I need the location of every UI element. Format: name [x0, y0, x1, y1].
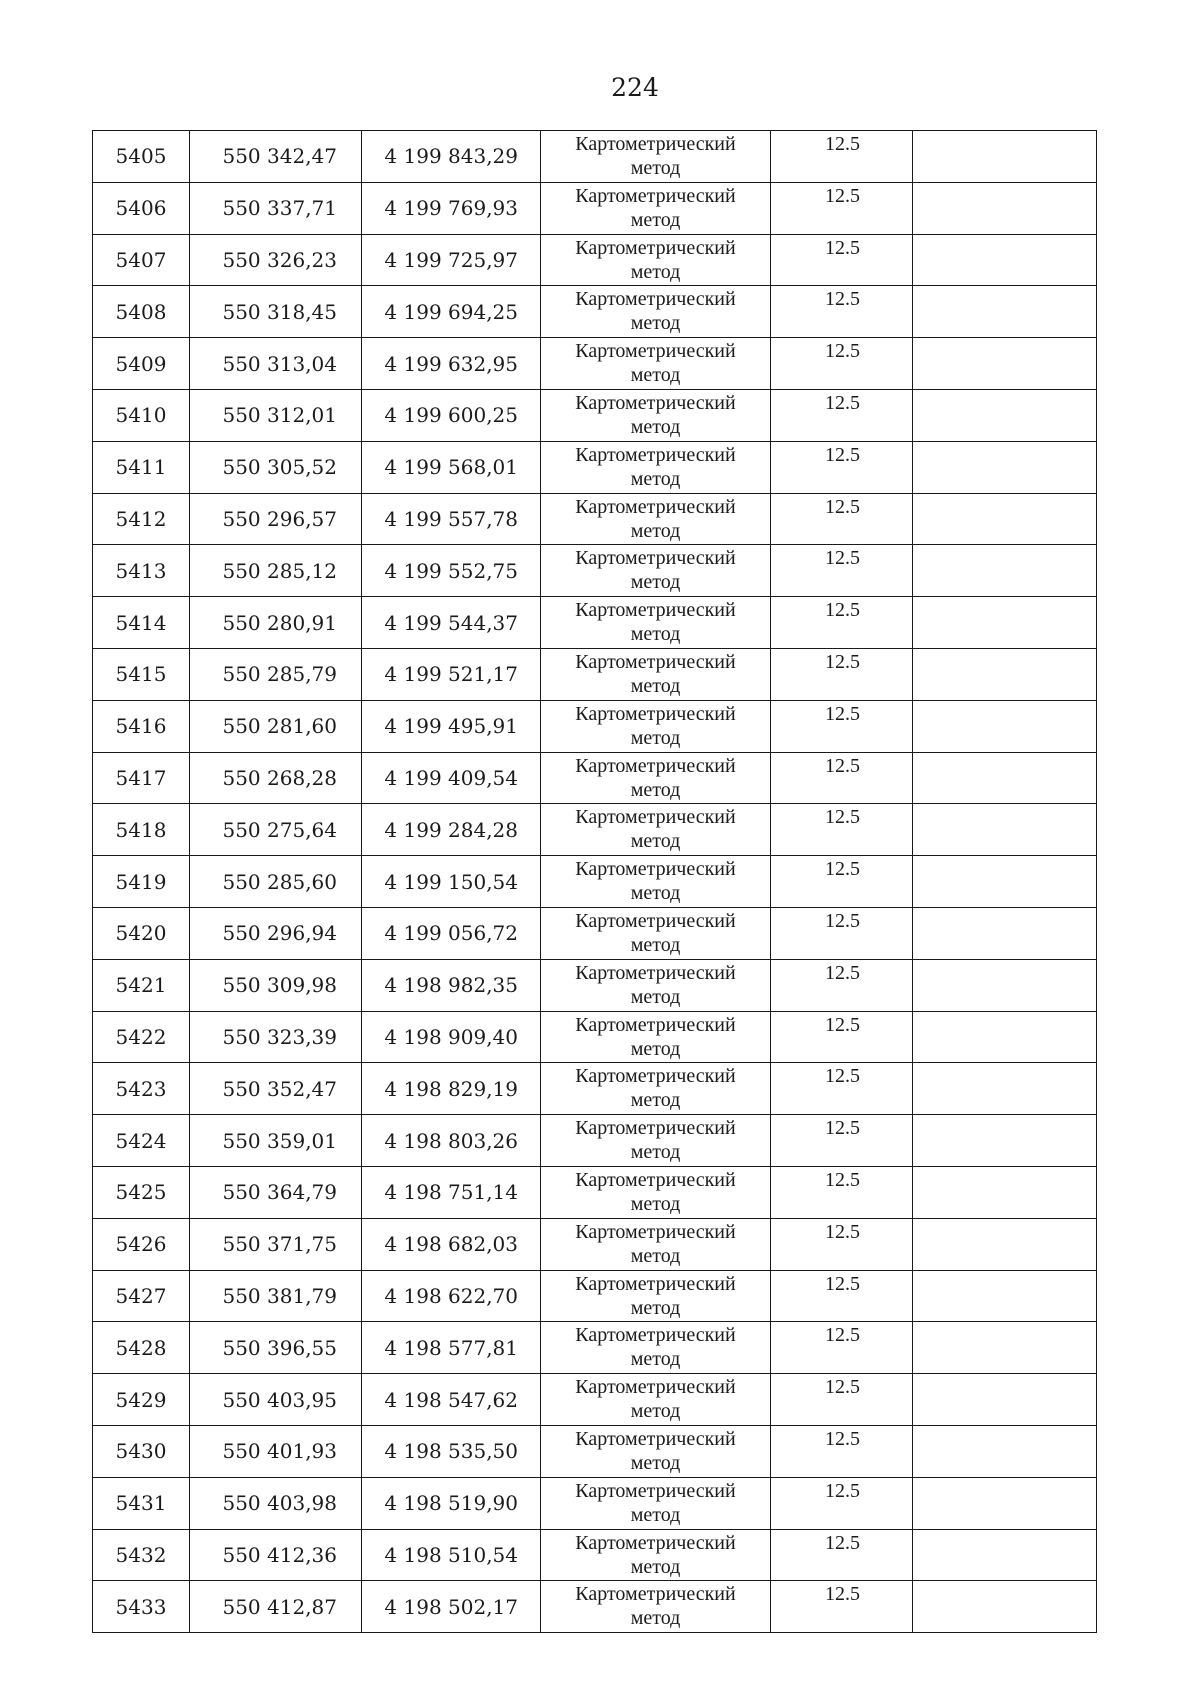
accuracy-cell: 12.5 — [771, 804, 913, 856]
point-number-cell: 5413 — [93, 545, 190, 597]
note-cell — [913, 131, 1097, 183]
y-coordinate-cell: 4 199 769,93 — [362, 182, 541, 234]
y-coordinate-cell: 4 198 535,50 — [362, 1425, 541, 1477]
note-cell — [913, 700, 1097, 752]
point-number-cell: 5405 — [93, 131, 190, 183]
method-text: Картометрический — [575, 1324, 736, 1347]
method-text: метод — [630, 1244, 681, 1267]
table-row — [93, 907, 1097, 959]
accuracy-cell: 12.5 — [771, 1218, 913, 1270]
x-coordinate-cell: 550 342,47 — [190, 131, 362, 183]
point-number-cell: 5407 — [93, 234, 190, 286]
method-cell — [541, 286, 771, 338]
method-cell — [541, 700, 771, 752]
x-coordinate-cell: 550 352,47 — [190, 1063, 362, 1115]
note-cell — [913, 182, 1097, 234]
accuracy-cell: 12.5 — [771, 597, 913, 649]
point-number-cell: 5422 — [93, 1011, 190, 1063]
y-coordinate-cell: 4 198 519,90 — [362, 1477, 541, 1529]
method-text: Картометрический — [575, 495, 736, 518]
y-coordinate-cell: 4 199 600,25 — [362, 389, 541, 441]
method-cell — [541, 804, 771, 856]
note-cell — [913, 1166, 1097, 1218]
table-row — [93, 752, 1097, 804]
accuracy-cell: 12.5 — [771, 907, 913, 959]
table-row — [93, 1425, 1097, 1477]
accuracy-cell: 12.5 — [771, 1374, 913, 1426]
point-number-cell: 5432 — [93, 1529, 190, 1581]
method-text: метод — [630, 1192, 681, 1215]
method-text: Картометрический — [575, 702, 736, 725]
point-number-cell: 5416 — [93, 700, 190, 752]
table-row — [93, 804, 1097, 856]
y-coordinate-cell: 4 199 284,28 — [362, 804, 541, 856]
note-cell — [913, 1529, 1097, 1581]
accuracy-cell: 12.5 — [771, 338, 913, 390]
note-cell — [913, 1115, 1097, 1167]
x-coordinate-cell: 550 285,79 — [190, 648, 362, 700]
table-row — [93, 1218, 1097, 1270]
method-text: метод — [630, 571, 681, 594]
method-text: Картометрический — [575, 288, 736, 311]
method-cell — [541, 1425, 771, 1477]
y-coordinate-cell: 4 198 502,17 — [362, 1581, 541, 1633]
coordinates-table — [92, 130, 1097, 1633]
method-text: метод — [630, 364, 681, 387]
method-text: Картометрический — [575, 1583, 736, 1606]
x-coordinate-cell: 550 396,55 — [190, 1322, 362, 1374]
accuracy-cell: 12.5 — [771, 959, 913, 1011]
table-row — [93, 597, 1097, 649]
method-cell — [541, 752, 771, 804]
note-cell — [913, 1477, 1097, 1529]
point-number-cell: 5417 — [93, 752, 190, 804]
note-cell — [913, 493, 1097, 545]
method-cell — [541, 338, 771, 390]
x-coordinate-cell: 550 323,39 — [190, 1011, 362, 1063]
point-number-cell: 5426 — [93, 1218, 190, 1270]
y-coordinate-cell: 4 198 982,35 — [362, 959, 541, 1011]
y-coordinate-cell: 4 199 552,75 — [362, 545, 541, 597]
method-text: метод — [630, 1503, 681, 1526]
y-coordinate-cell: 4 199 557,78 — [362, 493, 541, 545]
accuracy-cell: 12.5 — [771, 648, 913, 700]
y-coordinate-cell: 4 199 694,25 — [362, 286, 541, 338]
point-number-cell: 5424 — [93, 1115, 190, 1167]
y-coordinate-cell: 4 199 843,29 — [362, 131, 541, 183]
method-text: метод — [630, 623, 681, 646]
x-coordinate-cell: 550 412,87 — [190, 1581, 362, 1633]
table-row — [93, 545, 1097, 597]
method-text: метод — [630, 882, 681, 905]
table-row — [93, 182, 1097, 234]
accuracy-cell: 12.5 — [771, 1477, 913, 1529]
table-row — [93, 1374, 1097, 1426]
method-cell — [541, 1115, 771, 1167]
method-cell — [541, 1529, 771, 1581]
x-coordinate-cell: 550 403,98 — [190, 1477, 362, 1529]
accuracy-cell: 12.5 — [771, 286, 913, 338]
x-coordinate-cell: 550 296,94 — [190, 907, 362, 959]
accuracy-cell: 12.5 — [771, 1581, 913, 1633]
method-text: Картометрический — [575, 806, 736, 829]
accuracy-cell: 12.5 — [771, 131, 913, 183]
method-text: Картометрический — [575, 650, 736, 673]
point-number-cell: 5425 — [93, 1166, 190, 1218]
table-row — [93, 1322, 1097, 1374]
note-cell — [913, 959, 1097, 1011]
method-cell — [541, 1218, 771, 1270]
table-row — [93, 286, 1097, 338]
y-coordinate-cell: 4 199 150,54 — [362, 856, 541, 908]
method-text: метод — [630, 519, 681, 542]
method-text: Картометрический — [575, 236, 736, 259]
point-number-cell: 5418 — [93, 804, 190, 856]
method-text: метод — [630, 933, 681, 956]
x-coordinate-cell: 550 412,36 — [190, 1529, 362, 1581]
table-row — [93, 1166, 1097, 1218]
x-coordinate-cell: 550 318,45 — [190, 286, 362, 338]
point-number-cell: 5430 — [93, 1425, 190, 1477]
x-coordinate-cell: 550 401,93 — [190, 1425, 362, 1477]
x-coordinate-cell: 550 280,91 — [190, 597, 362, 649]
method-text: метод — [630, 157, 681, 179]
method-text: Картометрический — [575, 547, 736, 570]
note-cell — [913, 648, 1097, 700]
point-number-cell: 5410 — [93, 389, 190, 441]
note-cell — [913, 597, 1097, 649]
method-text: метод — [630, 467, 681, 490]
method-cell — [541, 907, 771, 959]
note-cell — [913, 389, 1097, 441]
method-text: метод — [630, 778, 681, 801]
y-coordinate-cell: 4 199 056,72 — [362, 907, 541, 959]
note-cell — [913, 1218, 1097, 1270]
note-cell — [913, 545, 1097, 597]
accuracy-cell: 12.5 — [771, 234, 913, 286]
method-text: метод — [630, 1451, 681, 1474]
method-cell — [541, 441, 771, 493]
method-text: Картометрический — [575, 1479, 736, 1502]
accuracy-cell: 12.5 — [771, 1529, 913, 1581]
method-text: метод — [630, 726, 681, 749]
table-row — [93, 1063, 1097, 1115]
method-text: метод — [630, 312, 681, 335]
x-coordinate-cell: 550 285,12 — [190, 545, 362, 597]
table-row — [93, 1529, 1097, 1581]
accuracy-cell: 12.5 — [771, 1115, 913, 1167]
table-row — [93, 700, 1097, 752]
x-coordinate-cell: 550 281,60 — [190, 700, 362, 752]
y-coordinate-cell: 4 198 909,40 — [362, 1011, 541, 1063]
coordinates-table-body — [93, 131, 1097, 1633]
y-coordinate-cell: 4 198 829,19 — [362, 1063, 541, 1115]
y-coordinate-cell: 4 198 751,14 — [362, 1166, 541, 1218]
method-cell — [541, 1063, 771, 1115]
accuracy-cell: 12.5 — [771, 752, 913, 804]
point-number-cell: 5414 — [93, 597, 190, 649]
table-row — [93, 1477, 1097, 1529]
accuracy-cell: 12.5 — [771, 1322, 913, 1374]
point-number-cell: 5411 — [93, 441, 190, 493]
table-row — [93, 856, 1097, 908]
y-coordinate-cell: 4 199 568,01 — [362, 441, 541, 493]
method-text: метод — [630, 1296, 681, 1319]
method-cell — [541, 131, 771, 183]
table-row — [93, 648, 1097, 700]
y-coordinate-cell: 4 199 632,95 — [362, 338, 541, 390]
point-number-cell: 5428 — [93, 1322, 190, 1374]
y-coordinate-cell: 4 199 725,97 — [362, 234, 541, 286]
method-text: метод — [630, 1348, 681, 1371]
method-text: Картометрический — [575, 961, 736, 984]
note-cell — [913, 286, 1097, 338]
x-coordinate-cell: 550 268,28 — [190, 752, 362, 804]
y-coordinate-cell: 4 199 521,17 — [362, 648, 541, 700]
accuracy-cell: 12.5 — [771, 1270, 913, 1322]
method-text: Картометрический — [575, 1117, 736, 1140]
y-coordinate-cell: 4 199 409,54 — [362, 752, 541, 804]
note-cell — [913, 1374, 1097, 1426]
y-coordinate-cell: 4 199 495,91 — [362, 700, 541, 752]
accuracy-cell: 12.5 — [771, 1425, 913, 1477]
x-coordinate-cell: 550 305,52 — [190, 441, 362, 493]
accuracy-cell: 12.5 — [771, 856, 913, 908]
method-text: Картометрический — [575, 443, 736, 466]
note-cell — [913, 907, 1097, 959]
point-number-cell: 5431 — [93, 1477, 190, 1529]
x-coordinate-cell: 550 359,01 — [190, 1115, 362, 1167]
y-coordinate-cell: 4 198 510,54 — [362, 1529, 541, 1581]
note-cell — [913, 1011, 1097, 1063]
table-row — [93, 389, 1097, 441]
table-row — [93, 131, 1097, 183]
method-text: Картометрический — [575, 1272, 736, 1295]
note-cell — [913, 234, 1097, 286]
note-cell — [913, 752, 1097, 804]
x-coordinate-cell: 550 326,23 — [190, 234, 362, 286]
accuracy-cell: 12.5 — [771, 545, 913, 597]
method-text: Картометрический — [575, 909, 736, 932]
x-coordinate-cell: 550 313,04 — [190, 338, 362, 390]
method-text: Картометрический — [575, 1531, 736, 1554]
method-text: метод — [630, 830, 681, 853]
method-cell — [541, 648, 771, 700]
method-cell — [541, 545, 771, 597]
method-text: Картометрический — [575, 1220, 736, 1243]
table-row — [93, 441, 1097, 493]
method-text: Картометрический — [575, 340, 736, 363]
method-cell — [541, 182, 771, 234]
method-text: метод — [630, 1400, 681, 1423]
x-coordinate-cell: 550 364,79 — [190, 1166, 362, 1218]
method-text: метод — [630, 415, 681, 438]
method-text: метод — [630, 208, 681, 231]
method-text: метод — [630, 1607, 681, 1630]
note-cell — [913, 338, 1097, 390]
y-coordinate-cell: 4 198 577,81 — [362, 1322, 541, 1374]
point-number-cell: 5427 — [93, 1270, 190, 1322]
method-text: метод — [630, 674, 681, 697]
table-row — [93, 1581, 1097, 1633]
method-text: Картометрический — [575, 754, 736, 777]
method-text: метод — [630, 1141, 681, 1164]
table-row — [93, 493, 1097, 545]
method-text: Картометрический — [575, 133, 736, 155]
method-cell — [541, 1270, 771, 1322]
point-number-cell: 5408 — [93, 286, 190, 338]
method-cell — [541, 1374, 771, 1426]
table-row — [93, 234, 1097, 286]
point-number-cell: 5420 — [93, 907, 190, 959]
accuracy-cell: 12.5 — [771, 1011, 913, 1063]
method-text: метод — [630, 260, 681, 283]
point-number-cell: 5429 — [93, 1374, 190, 1426]
point-number-cell: 5423 — [93, 1063, 190, 1115]
method-cell — [541, 597, 771, 649]
point-number-cell: 5421 — [93, 959, 190, 1011]
method-text: метод — [630, 1089, 681, 1112]
x-coordinate-cell: 550 337,71 — [190, 182, 362, 234]
accuracy-cell: 12.5 — [771, 441, 913, 493]
point-number-cell: 5415 — [93, 648, 190, 700]
method-text: Картометрический — [575, 858, 736, 881]
accuracy-cell: 12.5 — [771, 1166, 913, 1218]
method-text: Картометрический — [575, 184, 736, 207]
method-cell — [541, 1322, 771, 1374]
page-number: 224 — [611, 73, 659, 102]
y-coordinate-cell: 4 198 803,26 — [362, 1115, 541, 1167]
note-cell — [913, 441, 1097, 493]
method-text: Картометрический — [575, 1427, 736, 1450]
method-cell — [541, 959, 771, 1011]
method-cell — [541, 856, 771, 908]
x-coordinate-cell: 550 309,98 — [190, 959, 362, 1011]
note-cell — [913, 1322, 1097, 1374]
method-cell — [541, 493, 771, 545]
note-cell — [913, 1063, 1097, 1115]
table-row — [93, 1270, 1097, 1322]
y-coordinate-cell: 4 198 622,70 — [362, 1270, 541, 1322]
method-cell — [541, 1166, 771, 1218]
y-coordinate-cell: 4 198 547,62 — [362, 1374, 541, 1426]
x-coordinate-cell: 550 312,01 — [190, 389, 362, 441]
note-cell — [913, 856, 1097, 908]
note-cell — [913, 804, 1097, 856]
accuracy-cell: 12.5 — [771, 700, 913, 752]
accuracy-cell: 12.5 — [771, 182, 913, 234]
method-text: Картометрический — [575, 599, 736, 622]
table-row — [93, 959, 1097, 1011]
method-text: метод — [630, 1555, 681, 1578]
method-text: метод — [630, 985, 681, 1008]
method-cell — [541, 1581, 771, 1633]
point-number-cell: 5409 — [93, 338, 190, 390]
note-cell — [913, 1425, 1097, 1477]
accuracy-cell: 12.5 — [771, 1063, 913, 1115]
note-cell — [913, 1581, 1097, 1633]
method-text: Картометрический — [575, 1013, 736, 1036]
table-row — [93, 1115, 1097, 1167]
table-row — [93, 1011, 1097, 1063]
note-cell — [913, 1270, 1097, 1322]
accuracy-cell: 12.5 — [771, 493, 913, 545]
table-row — [93, 338, 1097, 390]
method-text: Картометрический — [575, 1065, 736, 1088]
point-number-cell: 5406 — [93, 182, 190, 234]
y-coordinate-cell: 4 198 682,03 — [362, 1218, 541, 1270]
method-text: Картометрический — [575, 391, 736, 414]
y-coordinate-cell: 4 199 544,37 — [362, 597, 541, 649]
x-coordinate-cell: 550 381,79 — [190, 1270, 362, 1322]
method-cell — [541, 1477, 771, 1529]
method-cell — [541, 389, 771, 441]
method-text: Картометрический — [575, 1168, 736, 1191]
point-number-cell: 5412 — [93, 493, 190, 545]
x-coordinate-cell: 550 403,95 — [190, 1374, 362, 1426]
method-cell — [541, 234, 771, 286]
x-coordinate-cell: 550 371,75 — [190, 1218, 362, 1270]
point-number-cell: 5419 — [93, 856, 190, 908]
method-cell — [541, 1011, 771, 1063]
method-text: метод — [630, 1037, 681, 1060]
x-coordinate-cell: 550 275,64 — [190, 804, 362, 856]
x-coordinate-cell: 550 285,60 — [190, 856, 362, 908]
method-text: Картометрический — [575, 1376, 736, 1399]
point-number-cell: 5433 — [93, 1581, 190, 1633]
accuracy-cell: 12.5 — [771, 389, 913, 441]
x-coordinate-cell: 550 296,57 — [190, 493, 362, 545]
